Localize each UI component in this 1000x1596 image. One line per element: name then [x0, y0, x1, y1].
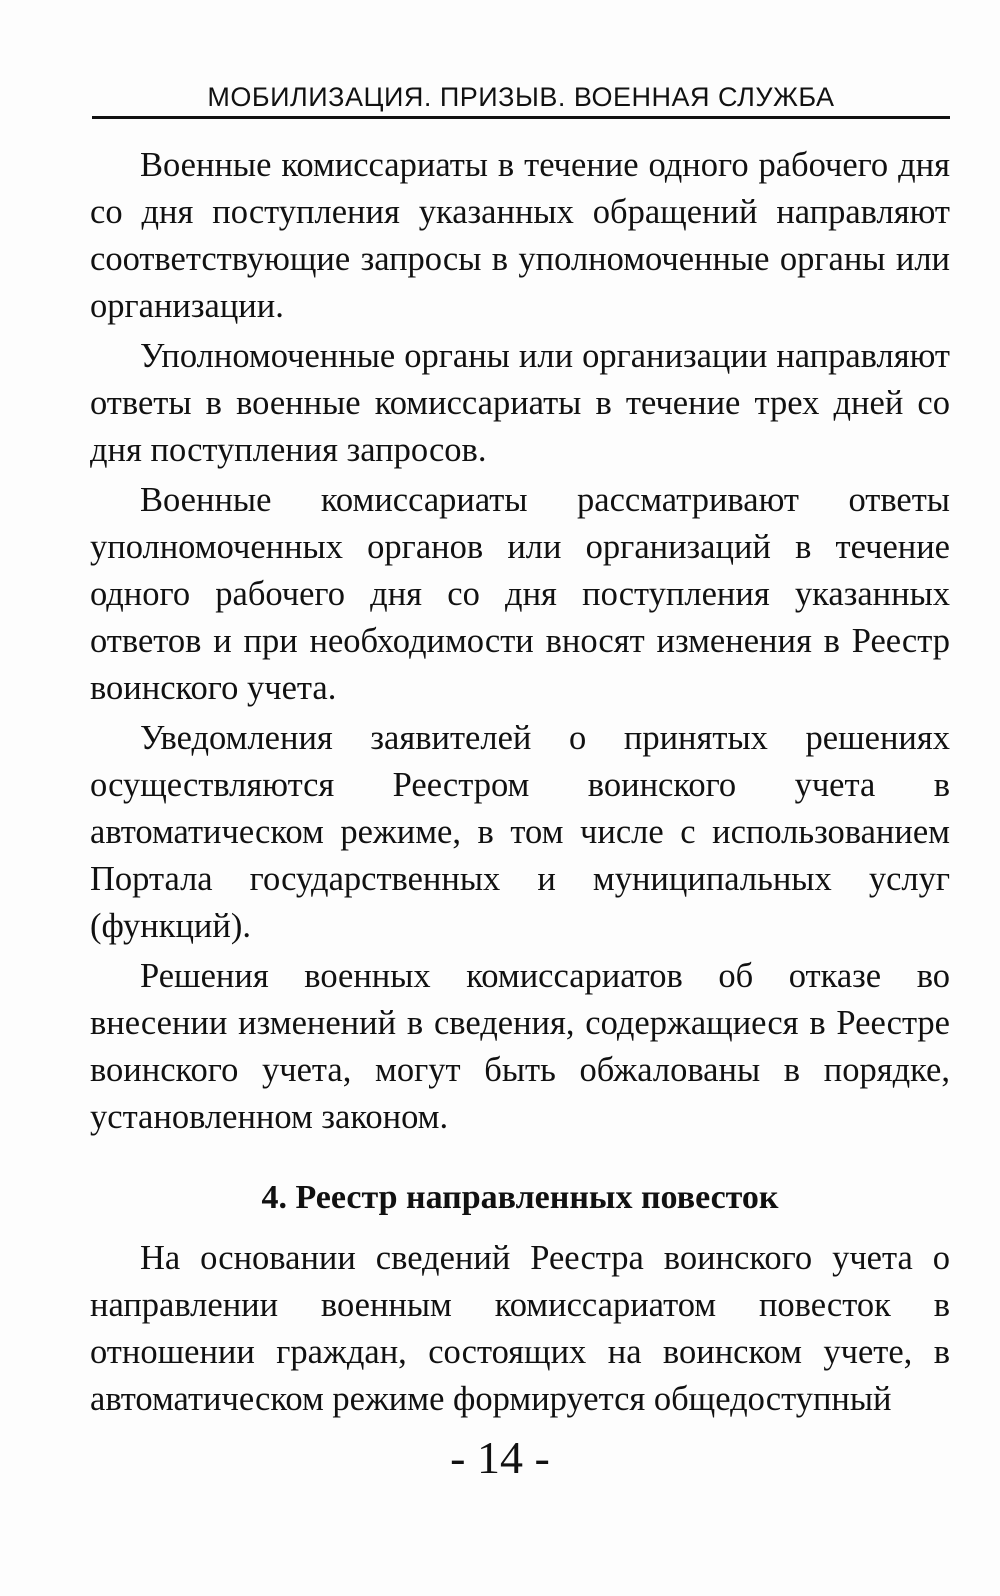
page-number: - 14 - [450, 1432, 550, 1483]
section-heading: 4. Реестр направленных повесток [261, 1179, 779, 1216]
paragraph-1: Военные комиссариаты в течение одного рабочего дня со дня поступления указанных обращений направляют соответствующие запросы в уполномоченные органы или организации. [90, 146, 950, 325]
body-text [90, 142, 950, 1423]
paragraph-3: Военные комиссариаты рассматривают ответы уполномоченных органов или организаций в течение одного рабочего дня со дня поступления указанных ответов и при необходимости вносят изменения в Реестр воинского учета. [90, 481, 950, 707]
paragraph-2: Уполномоченные органы или организации направляют ответы в военные комиссариаты в течение трех дней со дня поступления запросов. [90, 337, 950, 469]
running-head: МОБИЛИЗАЦИЯ. ПРИЗЫВ. ВОЕННАЯ СЛУЖБА [92, 78, 950, 119]
paragraph-5: Решения военных комиссариатов об отказе во внесении изменений в сведения, содержащиеся в Реестре воинского учета, могут быть обжалованы в порядке, установленном законом. [90, 957, 950, 1136]
section-paragraph: На основании сведений Реестра воинского учета о направлении военным комиссариатом повесток в отношении граждан, состоящих на воинском учете, в автоматическом режиме формируется общедоступный [90, 1239, 950, 1418]
paragraph-4: Уведомления заявителей о принятых решениях осуществляются Реестром воинского учета в автоматическом режиме, в том числе с использованием Портала государственных и муниципальных услуг (функций). [90, 719, 950, 945]
